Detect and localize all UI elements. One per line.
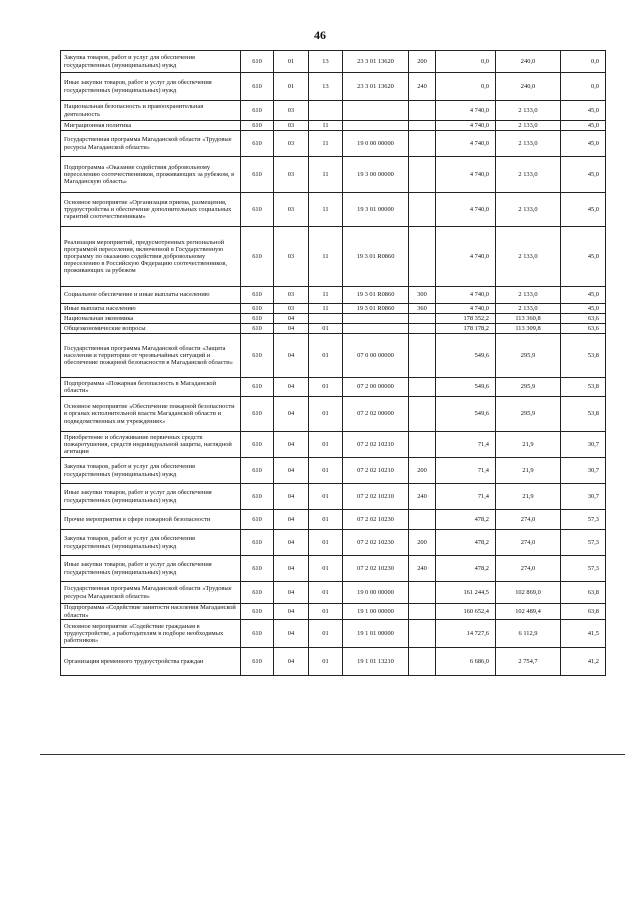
row-ved: 610 [241,324,274,334]
table-row [61,510,606,530]
row-vr [409,397,436,432]
table-row [61,157,606,193]
row-fact: 274,0 [496,530,561,556]
table-row [61,458,606,484]
row-csr: 07 2 02 10230 [343,510,409,530]
row-name: Основное мероприятие «Содействие гражданам в трудоустройстве, а работодателям в подборе необходимых работников» [61,620,241,648]
row-csr [343,121,409,131]
row-vr [409,193,436,227]
table-row [61,582,606,604]
row-plan: 549,6 [436,378,496,397]
row-pct: 45,0 [561,101,606,121]
row-pct: 0,0 [561,51,606,73]
row-rz: 04 [274,397,309,432]
row-ved: 610 [241,131,274,157]
row-plan: 549,6 [436,334,496,378]
row-rz: 04 [274,378,309,397]
row-ved: 610 [241,193,274,227]
row-fact: 21,9 [496,458,561,484]
row-pr: 01 [309,582,343,604]
row-pr: 01 [309,378,343,397]
row-vr: 240 [409,484,436,510]
row-pct: 30,7 [561,484,606,510]
row-vr [409,510,436,530]
row-name: Закупка товаров, работ и услуг для обеспечения государственных (муниципальных) нужд [61,530,241,556]
row-csr: 19 0 00 00000 [343,582,409,604]
row-ved: 610 [241,314,274,324]
row-plan: 0,0 [436,51,496,73]
row-csr [343,314,409,324]
row-fact: 2 754,7 [496,648,561,676]
row-name: Государственная программа Магаданской области «Трудовые ресурсы Магаданской области» [61,131,241,157]
row-pct: 45,0 [561,131,606,157]
row-rz: 04 [274,530,309,556]
row-csr: 07 2 02 10210 [343,432,409,458]
row-pr: 01 [309,604,343,620]
row-csr: 07 2 02 10210 [343,484,409,510]
row-pct: 45,0 [561,193,606,227]
row-rz: 04 [274,582,309,604]
row-rz: 04 [274,510,309,530]
row-pct: 45,0 [561,304,606,314]
row-fact: 295,9 [496,378,561,397]
row-pr: 01 [309,620,343,648]
row-vr: 300 [409,287,436,304]
table-row [61,121,606,131]
row-plan: 4 740,0 [436,287,496,304]
row-name: Иные выплаты населению [61,304,241,314]
row-plan: 161 244,5 [436,582,496,604]
row-rz: 04 [274,484,309,510]
row-rz: 04 [274,334,309,378]
row-ved: 610 [241,73,274,101]
row-plan: 478,2 [436,530,496,556]
row-rz: 03 [274,131,309,157]
table-row [61,131,606,157]
row-vr [409,620,436,648]
row-fact: 2 133,0 [496,227,561,287]
row-rz: 04 [274,556,309,582]
row-fact: 6 112,9 [496,620,561,648]
row-name: Национальная безопасность и правоохранительная деятельность [61,101,241,121]
row-ved: 610 [241,510,274,530]
row-plan: 4 740,0 [436,193,496,227]
table-row [61,530,606,556]
table-row [61,484,606,510]
row-ved: 610 [241,397,274,432]
row-vr: 200 [409,530,436,556]
row-fact: 113 309,8 [496,324,561,334]
table-row [61,73,606,101]
row-csr: 07 2 02 10230 [343,530,409,556]
row-plan: 549,6 [436,397,496,432]
row-csr: 19 1 01 00000 [343,620,409,648]
row-vr [409,378,436,397]
row-csr: 07 2 02 10230 [343,556,409,582]
table-row [61,51,606,73]
row-pr: 13 [309,73,343,101]
row-csr: 19 1 00 00000 [343,604,409,620]
row-rz: 04 [274,458,309,484]
row-pct: 41,5 [561,620,606,648]
row-vr [409,582,436,604]
row-ved: 610 [241,648,274,676]
row-ved: 610 [241,227,274,287]
row-fact: 2 133,0 [496,101,561,121]
row-pr: 01 [309,397,343,432]
row-name: Закупка товаров, работ и услуг для обеспечения государственных (муниципальных) нужд [61,51,241,73]
row-ved: 610 [241,432,274,458]
row-plan: 178 178,2 [436,324,496,334]
row-pr: 11 [309,157,343,193]
row-vr [409,121,436,131]
row-csr: 07 2 00 00000 [343,378,409,397]
row-pct: 63,6 [561,324,606,334]
row-csr: 19 3 01 R0860 [343,304,409,314]
row-plan: 6 686,0 [436,648,496,676]
row-pct: 63,6 [561,314,606,324]
row-csr: 07 2 02 00000 [343,397,409,432]
table-body [61,51,606,676]
row-pct: 53,8 [561,378,606,397]
row-pr: 01 [309,484,343,510]
row-pr: 11 [309,193,343,227]
row-plan: 160 652,4 [436,604,496,620]
row-ved: 610 [241,51,274,73]
row-csr: 19 0 00 00000 [343,131,409,157]
row-fact: 2 133,0 [496,121,561,131]
row-csr: 19 1 01 13210 [343,648,409,676]
row-fact: 274,0 [496,510,561,530]
row-rz: 04 [274,324,309,334]
row-pct: 30,7 [561,432,606,458]
row-name: Организация временного трудоустройства граждан [61,648,241,676]
row-rz: 03 [274,157,309,193]
row-ved: 610 [241,304,274,314]
row-pr: 01 [309,556,343,582]
table-row [61,314,606,324]
row-pr: 11 [309,131,343,157]
row-vr: 200 [409,51,436,73]
row-csr: 19 3 01 R0860 [343,287,409,304]
row-fact: 2 133,0 [496,193,561,227]
row-rz: 04 [274,620,309,648]
row-fact: 295,9 [496,397,561,432]
row-ved: 610 [241,287,274,304]
row-plan: 71,4 [436,458,496,484]
row-pr [309,101,343,121]
row-plan: 4 740,0 [436,121,496,131]
row-plan: 4 740,0 [436,227,496,287]
row-rz: 04 [274,432,309,458]
row-vr [409,101,436,121]
row-csr: 19 3 01 R0860 [343,227,409,287]
row-vr: 200 [409,458,436,484]
row-plan: 478,2 [436,510,496,530]
row-pct: 41,2 [561,648,606,676]
row-name: Подпрограмма «Содействие занятости населения Магаданской области» [61,604,241,620]
row-ved: 610 [241,334,274,378]
row-csr: 07 2 02 10210 [343,458,409,484]
row-name: Прочие мероприятия в сфере пожарной безопасности [61,510,241,530]
row-csr: 23 3 01 13620 [343,51,409,73]
row-pr: 11 [309,287,343,304]
row-name: Национальная экономика [61,314,241,324]
row-rz: 04 [274,314,309,324]
row-rz: 03 [274,227,309,287]
row-name: Социальное обеспечение и иные выплаты населению [61,287,241,304]
row-vr [409,334,436,378]
row-pct: 53,8 [561,334,606,378]
row-name: Основное мероприятие «Организация приема, размещения, трудоустройства и обеспечение дополнительных социальных гарантий соотечественникам» [61,193,241,227]
row-vr [409,131,436,157]
row-name: Иные закупки товаров, работ и услуг для обеспечения государственных (муниципальных) нужд [61,73,241,101]
row-fact: 102 869,0 [496,582,561,604]
row-pct: 63,8 [561,604,606,620]
row-pct: 45,0 [561,121,606,131]
table-row [61,378,606,397]
budget-table [60,50,606,676]
page-number: 46 [314,28,326,42]
row-fact: 113 360,8 [496,314,561,324]
row-pr: 11 [309,227,343,287]
row-plan: 0,0 [436,73,496,101]
row-fact: 240,0 [496,51,561,73]
row-ved: 610 [241,604,274,620]
row-vr: 240 [409,556,436,582]
row-rz: 04 [274,648,309,676]
row-csr: 19 3 01 00000 [343,193,409,227]
table-row [61,432,606,458]
row-rz: 01 [274,73,309,101]
row-pr: 13 [309,51,343,73]
table-row [61,397,606,432]
row-fact: 295,9 [496,334,561,378]
row-ved: 610 [241,121,274,131]
row-fact: 274,0 [496,556,561,582]
row-name: Подпрограмма «Пожарная безопасность в Магаданской области» [61,378,241,397]
row-pr: 01 [309,510,343,530]
row-rz: 03 [274,304,309,314]
row-fact: 21,9 [496,432,561,458]
row-rz: 03 [274,287,309,304]
row-csr [343,101,409,121]
row-pct: 0,0 [561,73,606,101]
row-plan: 4 740,0 [436,304,496,314]
row-ved: 610 [241,582,274,604]
row-pr [309,314,343,324]
row-pr: 11 [309,304,343,314]
table-row [61,193,606,227]
row-plan: 71,4 [436,484,496,510]
row-pr: 01 [309,530,343,556]
row-rz: 01 [274,51,309,73]
row-name: Государственная программа Магаданской области «Трудовые ресурсы Магаданской области» [61,582,241,604]
row-plan: 478,2 [436,556,496,582]
row-ved: 610 [241,157,274,193]
row-pct: 45,0 [561,157,606,193]
row-fact: 2 133,0 [496,304,561,314]
row-vr [409,227,436,287]
table-row [61,556,606,582]
table-row [61,304,606,314]
row-ved: 610 [241,458,274,484]
row-ved: 610 [241,620,274,648]
row-rz: 03 [274,121,309,131]
row-fact: 2 133,0 [496,131,561,157]
row-vr [409,324,436,334]
row-name: Иные закупки товаров, работ и услуг для обеспечения государственных (муниципальных) нужд [61,556,241,582]
row-ved: 610 [241,530,274,556]
row-plan: 14 727,6 [436,620,496,648]
row-ved: 610 [241,556,274,582]
row-fact: 240,0 [496,73,561,101]
row-pr: 01 [309,334,343,378]
row-vr [409,314,436,324]
row-vr: 360 [409,304,436,314]
row-name: Общеэкономические вопросы [61,324,241,334]
row-fact: 102 489,4 [496,604,561,620]
row-pr: 01 [309,324,343,334]
row-csr: 19 3 00 00000 [343,157,409,193]
row-pct: 53,8 [561,397,606,432]
row-name: Реализация мероприятий, предусмотренных региональной программой переселения, включенной в Государственную программу по оказанию содействия добровольному переселению в Российскую Федерацию соотечественников, проживающих за рубежом [61,227,241,287]
table-row [61,101,606,121]
table-row [61,648,606,676]
row-name: Государственная программа Магаданской области «Защита населения и территории от чрезвычайных ситуаций и обеспечение пожарной безопасности в Магаданской области» [61,334,241,378]
row-plan: 178 352,2 [436,314,496,324]
row-pct: 57,3 [561,530,606,556]
row-vr: 240 [409,73,436,101]
row-pr: 01 [309,458,343,484]
footer-divider [40,754,625,755]
table-row [61,227,606,287]
row-vr [409,648,436,676]
row-csr: 23 3 01 13620 [343,73,409,101]
row-vr [409,604,436,620]
row-pct: 45,0 [561,227,606,287]
row-name: Миграционная политика [61,121,241,131]
row-fact: 2 133,0 [496,287,561,304]
row-vr [409,432,436,458]
row-name: Иные закупки товаров, работ и услуг для обеспечения государственных (муниципальных) нужд [61,484,241,510]
row-ved: 610 [241,378,274,397]
row-rz: 03 [274,193,309,227]
row-ved: 610 [241,101,274,121]
table-row [61,620,606,648]
row-csr: 07 0 00 00000 [343,334,409,378]
row-plan: 4 740,0 [436,101,496,121]
row-pct: 57,3 [561,510,606,530]
row-plan: 4 740,0 [436,157,496,193]
row-name: Закупка товаров, работ и услуг для обеспечения государственных (муниципальных) нужд [61,458,241,484]
row-pr: 01 [309,432,343,458]
row-csr [343,324,409,334]
table-row [61,334,606,378]
row-rz: 04 [274,604,309,620]
row-pct: 57,3 [561,556,606,582]
row-vr [409,157,436,193]
row-name: Приобретение и обслуживание первичных средств пожаротушения, средств индивидуальной защиты, наглядной агитации [61,432,241,458]
table-row [61,324,606,334]
table-row [61,604,606,620]
table-row [61,287,606,304]
row-pct: 45,0 [561,287,606,304]
row-fact: 2 133,0 [496,157,561,193]
row-ved: 610 [241,484,274,510]
row-fact: 21,9 [496,484,561,510]
row-name: Подпрограмма «Оказание содействия добровольному переселению соотечественников, проживающих за рубежом, в Магаданскую область» [61,157,241,193]
row-pr: 01 [309,648,343,676]
row-pct: 30,7 [561,458,606,484]
row-plan: 71,4 [436,432,496,458]
row-pr: 11 [309,121,343,131]
row-name: Основное мероприятие «Обеспечение пожарной безопасности в органах исполнительной власти Магаданской области и подведомственных им учреждениях» [61,397,241,432]
row-pct: 63,8 [561,582,606,604]
row-plan: 4 740,0 [436,131,496,157]
row-rz: 03 [274,101,309,121]
